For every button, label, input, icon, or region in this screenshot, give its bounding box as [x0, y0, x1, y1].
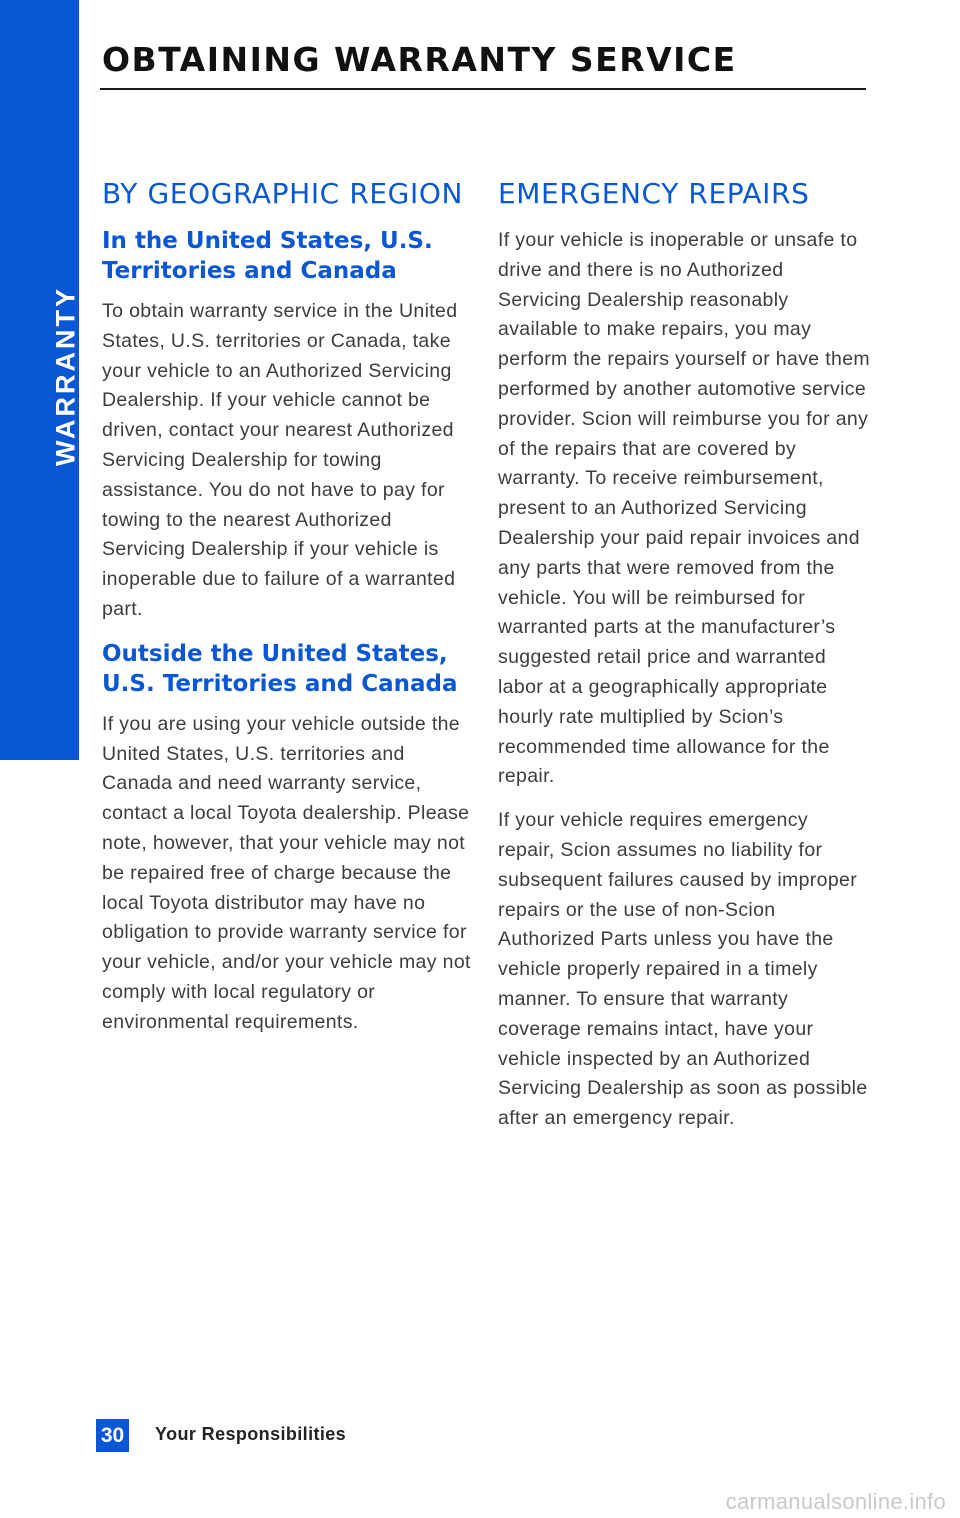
section-heading-geographic: BY GEOGRAPHIC REGION: [102, 177, 464, 210]
sidebar-tab: [0, 0, 79, 760]
watermark: carmanualsonline.info: [725, 1489, 946, 1514]
paragraph-emergency-1: If your vehicle is inoperable or unsafe to drive and there is no Authorized Servicing Dealership reasonably available to make repairs, you may perform the repairs yourself or have them performed by another automotive service provider. Scion will reimburse you for any of the repairs that are covered by warranty. To receive reimbursement, present to an Authorized Servicing Dealership your paid repair invoices and any parts that were removed from the vehicle. You will be reimbursed for warranted parts at the manufacturer’s suggested retail price and warranted labor at a geographically appropriate hourly rate multiplied by Scion’s recommended time allowance for the repair.: [498, 229, 871, 788]
subheading-us-canada: In the United States, U.S. Territories and Canada: [102, 228, 433, 284]
left-column: [102, 174, 474, 1038]
section-heading-emergency: EMERGENCY REPAIRS: [498, 177, 810, 210]
sidebar-label: WARRANTY: [50, 286, 81, 466]
paragraph-emergency-2: If your vehicle requires emergency repair, Scion assumes no liability for subsequent failures caused by improper repairs or the use of non-Scion Authorized Parts unless you have the vehicle properly repaired in a timely manner. To ensure that warranty coverage remains intact, have your vehicle inspected by an Authorized Servicing Dealership as soon as possible after an emergency repair.: [498, 809, 868, 1130]
title-divider: [100, 88, 866, 90]
footer-section-label: Your Responsibilities: [155, 1424, 347, 1444]
paragraph-outside-us: If you are using your vehicle outside the United States, U.S. territories and Canada and need warranty service, contact a local Toyota dealership. Please note, however, that your vehicle may not be repaired free of charge because the local Toyota distributor may have no obligation to provide warranty service for your vehicle, and/or your vehicle may not comply with local regulatory or environmental requirements.: [102, 712, 471, 1033]
paragraph-us-canada: To obtain warranty service in the United States, U.S. territories or Canada, take your vehicle to an Authorized Servicing Dealership. If your vehicle cannot be driven, contact your nearest Authorized Servicing Dealership for towing assistance. You do not have to pay for towing to the nearest Authorized Servicing Dealership if your vehicle is inoperable due to failure of a warranted part.: [102, 300, 458, 620]
right-column: [498, 174, 870, 1134]
subheading-outside-us: Outside the United States, U.S. Territories and Canada: [102, 640, 458, 697]
page-title: OBTAINING WARRANTY SERVICE: [102, 40, 737, 79]
page-number-badge: 30: [96, 1419, 129, 1452]
